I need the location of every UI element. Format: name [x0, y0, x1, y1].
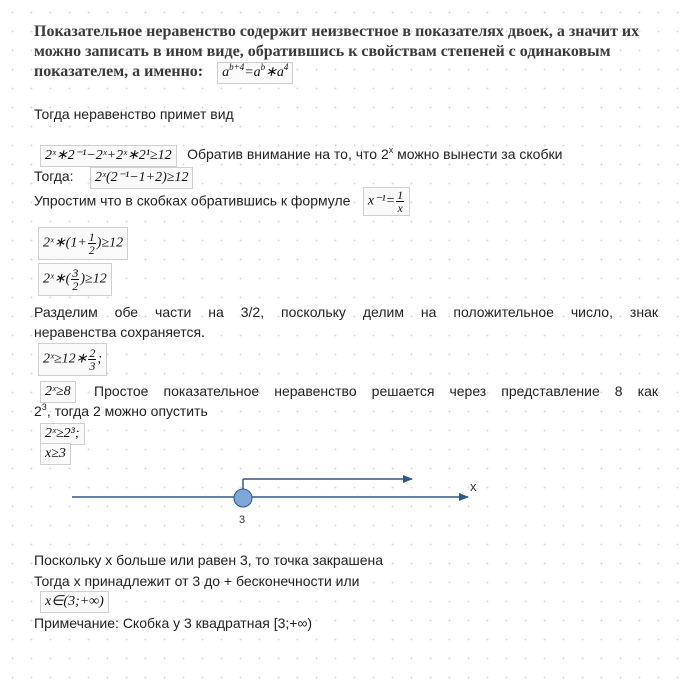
- note-text: Примечание: Скобка у 3 квадратная [3;+∞): [34, 615, 313, 631]
- inequality-3: 2ˣ∗(1+ $\frac{1}{2}$ )≥12: [38, 227, 128, 260]
- simple-text-1: Простое показательное неравенство решается через представление 8 как: [94, 383, 658, 399]
- conclusion-2: Тогда x принадлежит от 3 до + бесконечности или: [34, 573, 360, 589]
- inverse-fraction: $\frac{1}{x}$: [397, 188, 404, 215]
- inequality-8: x≥3: [40, 443, 71, 465]
- inequality-7: 2ˣ≥2³;: [40, 423, 85, 445]
- inequality-5: 2ˣ≥12∗ $\frac{2}{3}$ ;: [38, 343, 107, 376]
- inequality-6: 2ˣ≥8: [40, 381, 76, 403]
- inequality-4-row: [38, 263, 112, 296]
- divide-text-2: неравенства сохраняется.: [34, 324, 205, 340]
- simplify-text: Упростим что в скобках обратившись к формуле: [34, 192, 351, 209]
- answer-row: [40, 591, 109, 613]
- intro-paragraph: [34, 22, 660, 84]
- inequality-1-row: [40, 145, 562, 167]
- filled-point: [234, 489, 252, 507]
- point-label: 3: [239, 514, 246, 526]
- inequality-3-row: [38, 227, 128, 260]
- inequality-7-row: [40, 423, 85, 445]
- inverse-formula: x⁻¹= $\frac{1}{x}$: [363, 187, 410, 216]
- inequality-2-row: [34, 167, 193, 189]
- axis-label: x: [470, 479, 477, 494]
- inequality-4: 2ˣ∗( $\frac{3}{2}$ )≥12: [38, 263, 112, 296]
- inequality-6-row: [40, 381, 658, 403]
- answer-formula: x∈(3;+∞): [40, 591, 109, 613]
- number-line: [0, 460, 690, 530]
- conclusion-1: Поскольку x больше или равен 3, то точка закрашена: [34, 552, 384, 568]
- inequality-2: 2ˣ(2⁻¹−1+2)≥12: [90, 167, 193, 189]
- inequality-1: 2ˣ∗2⁻¹−2ˣ+2ˣ∗2¹≥12: [40, 145, 177, 167]
- divide-text-1: Разделим обе части на 3/2, поскольку делим на положительное число, знак: [34, 304, 658, 320]
- then-text: Тогда неравенство примет вид: [34, 106, 234, 122]
- simplify-row: [34, 187, 410, 216]
- inequality-1-comment: Обратив внимание на то, что 2$^x$ можно вынести за скобки: [187, 145, 563, 162]
- then-label: Тогда:: [34, 168, 74, 184]
- simple-text-2: $2^3$, тогда 2 можно опустить: [34, 402, 208, 419]
- inequality-5-row: [38, 343, 107, 376]
- intro-text: Показательное неравенство содержит неизвестное в показателях двоек, а значит их можно записать в ином виде, обратившись к свойствам степеней с одинаковым показателем, а именно:: [34, 23, 640, 80]
- power-formula: $a^{b+4}=a^b∗a^4$: [217, 62, 293, 84]
